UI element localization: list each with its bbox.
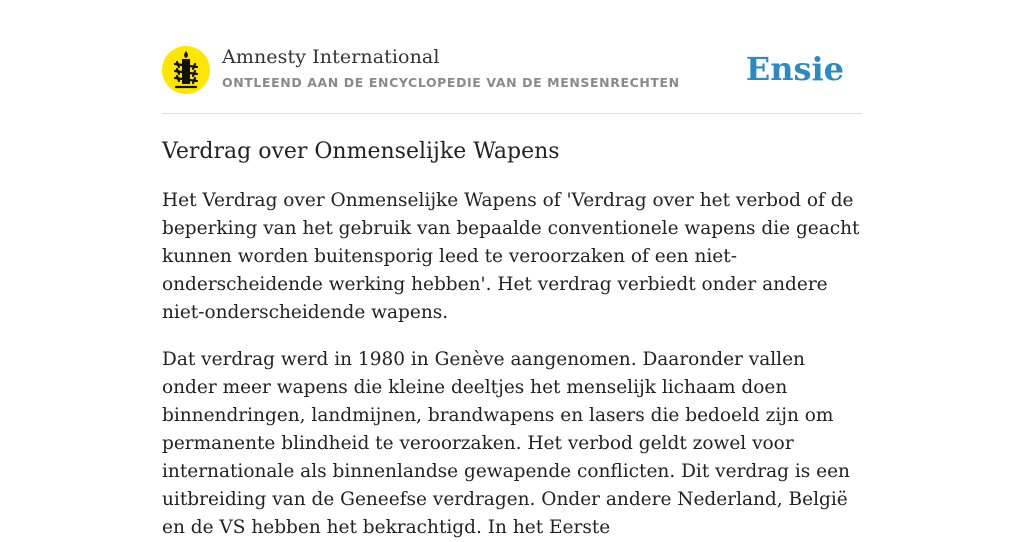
org-name[interactable]: Amnesty International: [222, 46, 440, 68]
amnesty-candle-icon[interactable]: [162, 46, 210, 94]
article: [162, 136, 862, 542]
article-title: Verdrag over Onmenselijke Wapens: [162, 139, 560, 164]
org-subtitle: ONTLEEND AAN DE ENCYCLOPEDIE VAN DE MENSENRECHTEN: [222, 75, 680, 90]
header: [162, 44, 862, 114]
article-paragraph: Het Verdrag over Onmenselijke Wapens of 'Verdrag over het verbod of de beperking van het gebruik van bepaalde conventionele wapens die geacht kunnen worden buitensporig leed te veroorzaken of een niet-onderscheidende werking hebben'. Het verdrag verbiedt onder andere niet-onderscheidende wapens.: [162, 190, 860, 323]
article-paragraph: Dat verdrag werd in 1980 in Genève aangenomen. Daaronder vallen onder meer wapens die kleine deeltjes het menselijk lichaam doen binnendringen, landmijnen, brandwapens en lasers die bedoeld zijn om permanente blindheid te veroorzaken. Het verbod geldt zowel voor internationale als binnenlandse gewapende conflicten. Dit verdrag is een uitbreiding van de Geneefse verdragen. Onder andere Nederland, België en de VS hebben het bekrachtigd. In het Eerste: [162, 349, 850, 538]
ensie-logo[interactable]: Ensie: [745, 50, 844, 88]
